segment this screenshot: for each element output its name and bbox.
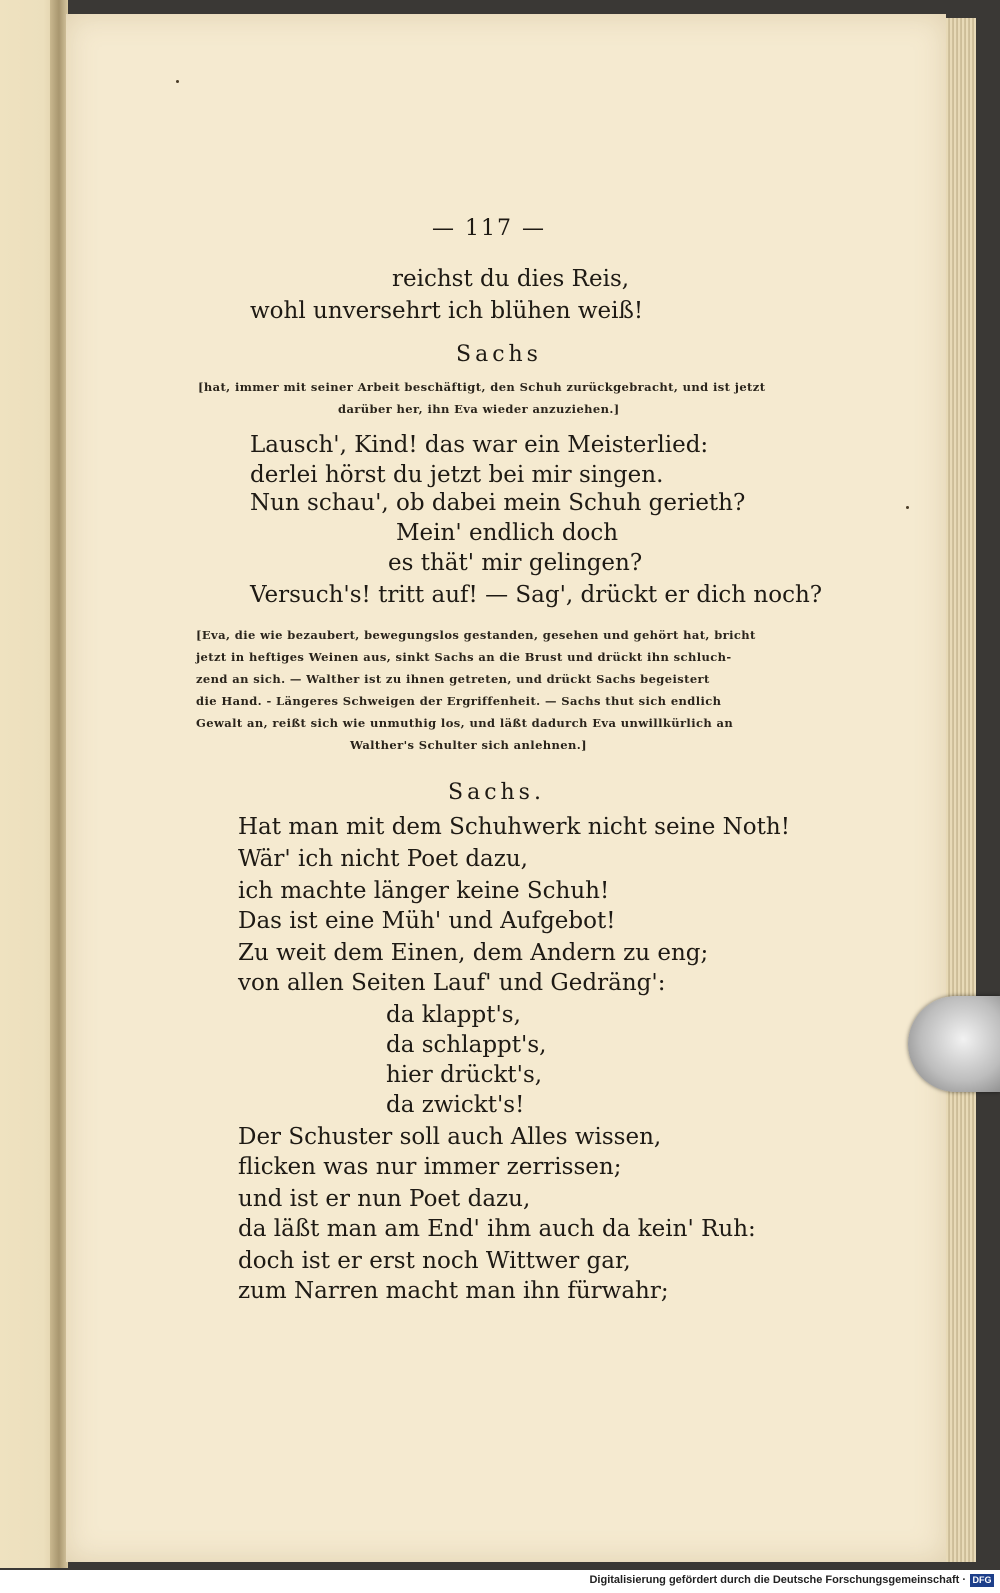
verse-line: ich machte länger keine Schuh! xyxy=(238,878,610,904)
speck xyxy=(176,80,179,83)
stage-direction: [Eva, die wie bezaubert, bewegungslos gestanden, gesehen und gehört hat, bricht xyxy=(196,628,756,642)
verse-line: Wär' ich nicht Poet dazu, xyxy=(238,846,528,872)
verse-line: und ist er nun Poet dazu, xyxy=(238,1186,531,1212)
speaker-name: Sachs xyxy=(456,342,542,367)
page-edges xyxy=(946,18,976,1562)
verse-line: da zwickt's! xyxy=(386,1092,525,1118)
stage-direction: [hat, immer mit seiner Arbeit beschäftigt, den Schuh zurückgebracht, und ist jetzt xyxy=(198,380,766,394)
speaker-name: Sachs. xyxy=(448,780,545,805)
verse-line: doch ist er erst noch Wittwer gar, xyxy=(238,1248,631,1274)
digitization-credit: Digitalisierung gefördert durch die Deutsche Forschungsgemeinschaft · xyxy=(589,1574,966,1586)
stage-direction: darüber her, ihn Eva wieder anzuziehen.] xyxy=(338,402,620,416)
stage-direction: Walther's Schulter sich anlehnen.] xyxy=(350,738,588,752)
verse-line: Der Schuster soll auch Alles wissen, xyxy=(238,1124,662,1150)
stage-direction: die Hand. - Längeres Schweigen der Ergriffenheit. — Sachs thut sich endlich xyxy=(196,694,722,708)
verse-line: es thät' mir gelingen? xyxy=(388,550,643,576)
page-number: — 117 — xyxy=(432,216,546,241)
verse-line: da klappt's, xyxy=(386,1002,521,1028)
verse-line: flicken was nur immer zerrissen; xyxy=(238,1154,622,1180)
verse-line: Versuch's! tritt auf! — Sag', drückt er dich noch? xyxy=(250,582,823,608)
verse-line: derlei hörst du jetzt bei mir singen. xyxy=(250,462,664,488)
verse-line: von allen Seiten Lauf' und Gedräng': xyxy=(238,970,666,996)
stage-direction: Gewalt an, reißt sich wie unmuthig los, und läßt dadurch Eva unwillkürlich an xyxy=(196,716,734,730)
stage-direction: zend an sich. — Walther ist zu ihnen getreten, und drückt Sachs begeistert xyxy=(196,672,710,686)
dfg-logo: DFG xyxy=(970,1574,994,1587)
verse-line: hier drückt's, xyxy=(386,1062,543,1088)
verse-line: Nun schau', ob dabei mein Schuh gerieth? xyxy=(250,490,746,516)
verse-line: Hat man mit dem Schuhwerk nicht seine Noth! xyxy=(238,814,790,840)
verse-line: da läßt man am End' ihm auch da kein' Ruh: xyxy=(238,1216,756,1242)
verse-line: Mein' endlich doch xyxy=(396,520,619,546)
speck xyxy=(906,506,909,509)
verse-line: zum Narren macht man ihn fürwahr; xyxy=(238,1278,669,1304)
verse-line: Das ist eine Müh' und Aufgebot! xyxy=(238,908,616,934)
verse-line: Zu weit dem Einen, dem Andern zu eng; xyxy=(238,940,709,966)
verse-line: reichst du dies Reis, xyxy=(392,266,630,292)
stage-direction: jetzt in heftiges Weinen aus, sinkt Sachs an die Brust und drückt ihn schluch- xyxy=(196,650,732,664)
verse-line: wohl unversehrt ich blühen weiß! xyxy=(250,298,644,324)
verse-line: da schlappt's, xyxy=(386,1032,547,1058)
verse-line: Lausch', Kind! das war ein Meisterlied: xyxy=(250,432,709,458)
bookmark-tab xyxy=(908,996,1000,1092)
